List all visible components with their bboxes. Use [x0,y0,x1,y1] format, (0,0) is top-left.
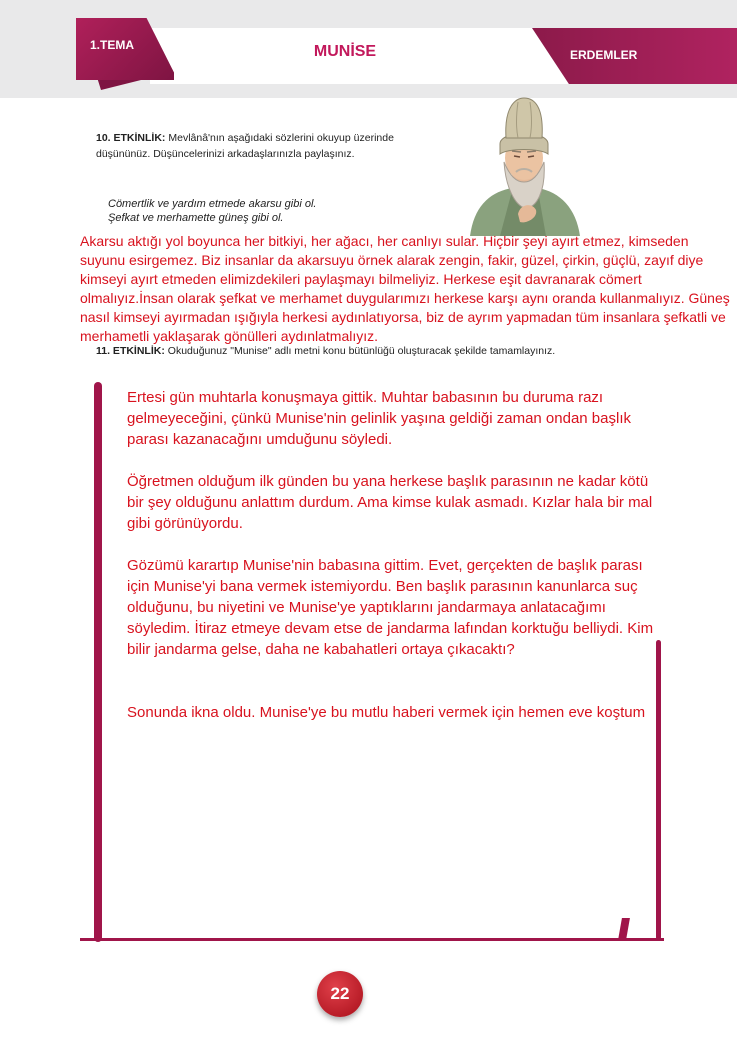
activity-11-label: 11. ETKİNLİK: [96,345,165,357]
activity-11-instruction: Okuduğunuz "Munise" adlı metni konu bütünlüğü oluşturacak şekilde tamamlayınız. [167,345,556,357]
quote-line-1: Cömertlik ve yardım etmede akarsu gibi ol. [108,198,317,210]
page-number-badge: 22 [317,971,363,1017]
theme-label: 1.TEMA [90,38,135,52]
mevlana-portrait-illustration [460,96,585,236]
writing-frame-left [94,382,102,942]
activity-10-label: 10. ETKİNLİK: [96,132,166,144]
story-paragraph-2: Öğretmen olduğum ilk günden bu yana herkese başlık parasının ne kadar kötü bir şey olduğunu anlattım durdum. Ama kimse kulak asmadı. Kızlar hala bir mal gibi görünüyordu. [127,473,653,532]
mevlana-quote [108,197,316,225]
sikke-hat [506,98,542,138]
activity-10-answer: Akarsu aktığı yol boyunca her bitkiyi, her ağacı, her canlıyı sular. Hiçbir şeyi ayırt etmez, kimseden suyunu esirgemez. Biz insanlar da akarsuyu örnek alarak zengin, fakir, güzel, çirkin, güçlü, zayıf diye kimseyi ayırt etmeden elimizdekileri paylaşmayı bilmeliyiz. Herkese eşit davranarak cömert olmalıyız.İnsan olarak şefkat ve merhamet duygularımızı herkese karşı aynı oranda kullanmalıyız. Güneş nasıl kimseyi ayırmadan ışığıyla herkesi aydınlatıyorsa, biz de ayrım yapmadan tüm insanlara şefkatli ve merhametli yaklaşarak gönülleri aydınlatmalıyız. [80,233,730,344]
story-paragraph-4: Sonunda ikna oldu. Munise'ye bu mutlu haberi vermek için hemen eve koştum [127,704,646,721]
story-paragraph-3: Gözümü karartıp Munise'nin babasına gittim. Evet, gerçekten de başlık parası için Munise'yi bana vermek istemiyordu. Ben başlık parasının kanunlarca suç olduğunu, bu niyetini ve Munise'ye yaptıklarını jandarmaya anlatacağımı söyledim. İtiraz etmeye devam etse de jandarma lafından korktuğu belliydi. Kim bilir jandarma gelse, daha ne kabahatleri ortaya çıkacaktı? [127,557,654,658]
writing-frame-bottom [80,938,664,941]
activity-11-prompt [96,345,555,357]
writing-frame-corner [618,918,630,940]
section-label: ERDEMLER [570,48,638,62]
activity-10-instruction: Mevlânâ'nın aşağıdaki sözlerini okuyup üzerinde düşününüz. Düşüncelerinizi arkadaşlarınızla paylaşınız. [96,132,394,160]
quote-line-2: Şefkat ve merhamette güneş gibi ol. [108,212,284,224]
page-title: MUNİSE [313,43,377,60]
writing-frame-right [656,640,661,940]
activity-10-prompt [96,130,396,162]
story-paragraph-1: Ertesi gün muhtarla konuşmaya gittik. Muhtar babasının bu duruma razı gelmeyeceğini, çünkü Munise'nin gelinlik yaşına geldiği zaman ondan başlık parası kazanacağını umduğunu söyledi. [127,389,631,448]
